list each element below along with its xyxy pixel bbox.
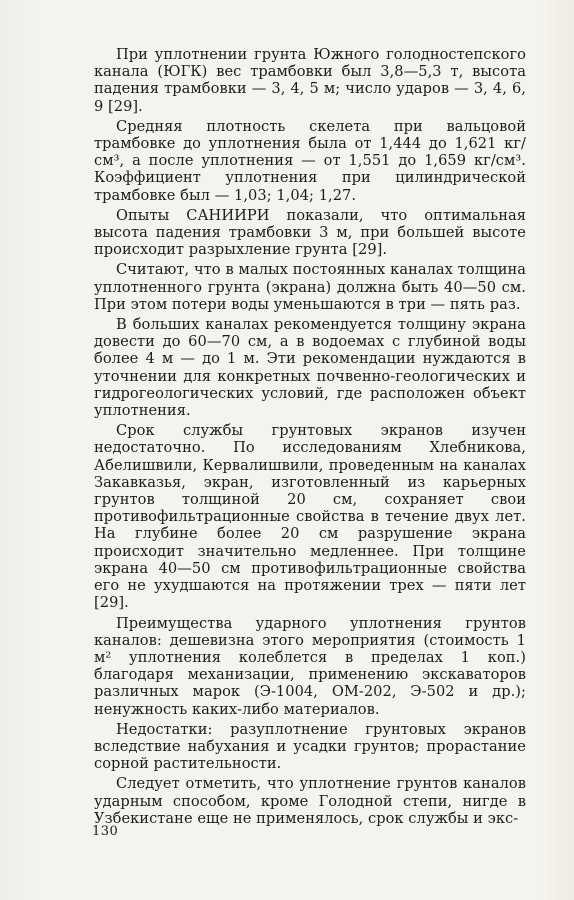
paragraph-7: Преимущества ударного уплотнения грунтов каналов: дешевизна этого мероприятия (стоимость 1 м² уплотнения колеблется в пределах 1 коп.) благодаря механизации, применению экскаваторов различных марок (Э-1004, ОМ-202, Э-502 и др.); ненужность каких-либо материалов. xyxy=(94,614,526,718)
paragraph-8: Недостатки: разуплотнение грунтовых экранов вследствие набухания и усадки грунтов; прорастание сорной растительности. xyxy=(94,720,526,773)
paragraph-5: В больших каналах рекомендуется толщину экрана довести до 60—70 см, а в водоемах с глубиной воды более 4 м — до 1 м. Эти рекомендации нуждаются в уточнении для конкретных почвенно-геологических и гидрогеологических условий, где расположен объект уплотнения. xyxy=(94,316,526,420)
paragraph-3: Опыты САНИИРИ показали, что оптимальная высота падения трамбовки 3 м, при большей высоте происходит разрыхление грунта [29]. xyxy=(94,206,526,259)
paragraph-6: Срок службы грунтовых экранов изучен недостаточно. По исследованиям Хлебникова, Абелишвили, Кервалишвили, проведенным на каналах Закавказья, экран, изготовленный из карьерных грунтов толщиной 20 см, сохраняет свои противофильтрационные свойства в течение двух лет. На глубине более 20 см разрушение экрана происходит значительно медленнее. При толщине экрана 40—50 см противофильтрационные свойства его не ухудшаются на протяжении трех — пяти лет [29]. xyxy=(94,422,526,612)
paragraph-9: Следует отметить, что уплотнение грунтов каналов ударным способом, кроме Голодной степи, нигде в Узбекистане еще не применялось, срок службы и экс- xyxy=(94,775,526,827)
paragraph-4: Считают, что в малых постоянных каналах толщина уплотненного грунта (экрана) должна быть 40—50 см. При этом потери воды уменьшаются в три — пять раз. xyxy=(94,261,526,313)
body-text xyxy=(94,46,526,827)
paragraph-2: Средняя плотность скелета при вальцовой трамбовке до уплотнения была от 1,444 до 1,621 кг/см³, а после уплотнения — от 1,551 до 1,659 кг/см³. Коэффициент уплотнения при цилиндрической трамбовке был — 1,03; 1,04; 1,27. xyxy=(94,117,526,204)
page-number: 130 xyxy=(92,824,119,839)
paragraph-1: При уплотнении грунта Южного голодностепского канала (ЮГК) вес трамбовки был 3,8—5,3 т, высота падения трамбовки — 3, 4, 5 м; число ударов — 3, 4, 6, 9 [29]. xyxy=(94,46,526,115)
